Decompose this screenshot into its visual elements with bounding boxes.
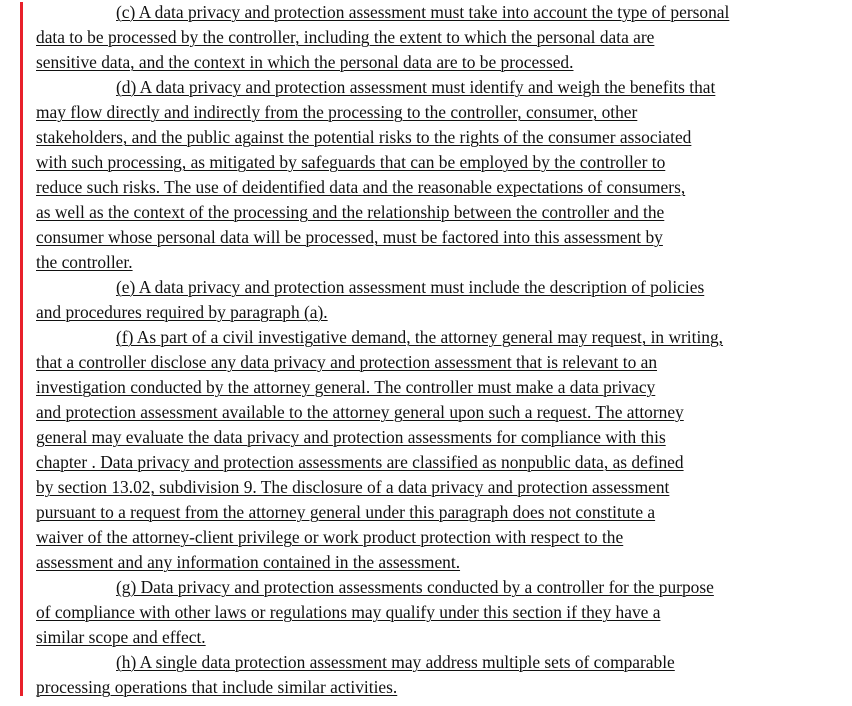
inserted-text: general may evaluate the data privacy and protection assessments for compliance with this (36, 427, 666, 447)
paragraph-line (36, 25, 826, 50)
inserted-text: (c) A data privacy and protection assessment must take into account the type of personal (116, 2, 730, 22)
inserted-text: and protection assessment available to the attorney general upon such a request. The attorney (36, 402, 684, 422)
inserted-text: (g) Data privacy and protection assessments conducted by a controller for the purpose (116, 577, 714, 597)
paragraph-line (36, 250, 826, 275)
inserted-text: pursuant to a request from the attorney general under this paragraph does not constitute a (36, 502, 656, 522)
paragraph-line (36, 525, 826, 550)
paragraph-line (36, 425, 826, 450)
inserted-text: processing operations that include similar activities. (36, 677, 398, 697)
paragraph-line (36, 475, 826, 500)
inserted-text: with such processing, as mitigated by safeguards that can be employed by the controller to (36, 152, 666, 172)
paragraph-line (36, 100, 826, 125)
paragraph-f (36, 325, 826, 575)
paragraph-line (36, 400, 826, 425)
revision-change-bar (20, 2, 23, 696)
paragraph-line (36, 625, 826, 650)
paragraph-line (36, 225, 826, 250)
paragraph-line (36, 300, 826, 325)
paragraph-line (36, 500, 826, 525)
paragraph-line (36, 650, 826, 675)
inserted-text: chapter . Data privacy and protection assessments are classified as nonpublic data, as defined (36, 452, 684, 472)
paragraph-line (36, 550, 826, 575)
paragraph-line (36, 275, 826, 300)
paragraph-line (36, 125, 826, 150)
paragraph-d (36, 75, 826, 275)
inserted-text: by section 13.02, subdivision 9. The disclosure of a data privacy and protection assessment (36, 477, 670, 497)
paragraph-line (36, 0, 826, 25)
paragraph-line (36, 600, 826, 625)
paragraph-line (36, 450, 826, 475)
inserted-text: investigation conducted by the attorney general. The controller must make a data privacy (36, 377, 656, 397)
inserted-text: may flow directly and indirectly from the processing to the controller, consumer, other (36, 102, 638, 122)
inserted-text: waiver of the attorney-client privilege or work product protection with respect to the (36, 527, 624, 547)
inserted-text: sensitive data, and the context in which the personal data are to be processed. (36, 52, 574, 72)
inserted-text: stakeholders, and the public against the potential risks to the rights of the consumer associated (36, 127, 692, 147)
paragraph-line (36, 150, 826, 175)
inserted-text: (f) As part of a civil investigative demand, the attorney general may request, in writing, (116, 327, 724, 347)
inserted-text: (d) A data privacy and protection assessment must identify and weigh the benefits that (116, 77, 716, 97)
paragraph-h (36, 650, 826, 700)
paragraph-line (36, 375, 826, 400)
paragraph-line (36, 350, 826, 375)
paragraph-line (36, 325, 826, 350)
paragraph-line (36, 175, 826, 200)
paragraph-line (36, 200, 826, 225)
inserted-text: data to be processed by the controller, including the extent to which the personal data are (36, 27, 655, 47)
paragraph-g (36, 575, 826, 650)
inserted-text: that a controller disclose any data privacy and protection assessment that is relevant to an (36, 352, 658, 372)
inserted-text: of compliance with other laws or regulations may qualify under this section if they have a (36, 602, 661, 622)
inserted-text: reduce such risks. The use of deidentified data and the reasonable expectations of consumers, (36, 177, 686, 197)
inserted-text: as well as the context of the processing and the relationship between the controller and the (36, 202, 665, 222)
inserted-text: similar scope and effect. (36, 627, 206, 647)
paragraph-line (36, 75, 826, 100)
paragraph-c (36, 0, 826, 75)
statute-text-body (36, 0, 826, 700)
paragraph-line (36, 575, 826, 600)
inserted-text: (e) A data privacy and protection assessment must include the description of policies (116, 277, 705, 297)
inserted-text: assessment and any information contained in the assessment. (36, 552, 461, 572)
paragraph-line (36, 675, 826, 700)
inserted-text: (h) A single data protection assessment may address multiple sets of comparable (116, 652, 675, 672)
paragraph-line (36, 50, 826, 75)
inserted-text: the controller. (36, 252, 133, 272)
paragraph-e (36, 275, 826, 325)
inserted-text: consumer whose personal data will be processed, must be factored into this assessment by (36, 227, 663, 247)
inserted-text: and procedures required by paragraph (a). (36, 302, 328, 322)
